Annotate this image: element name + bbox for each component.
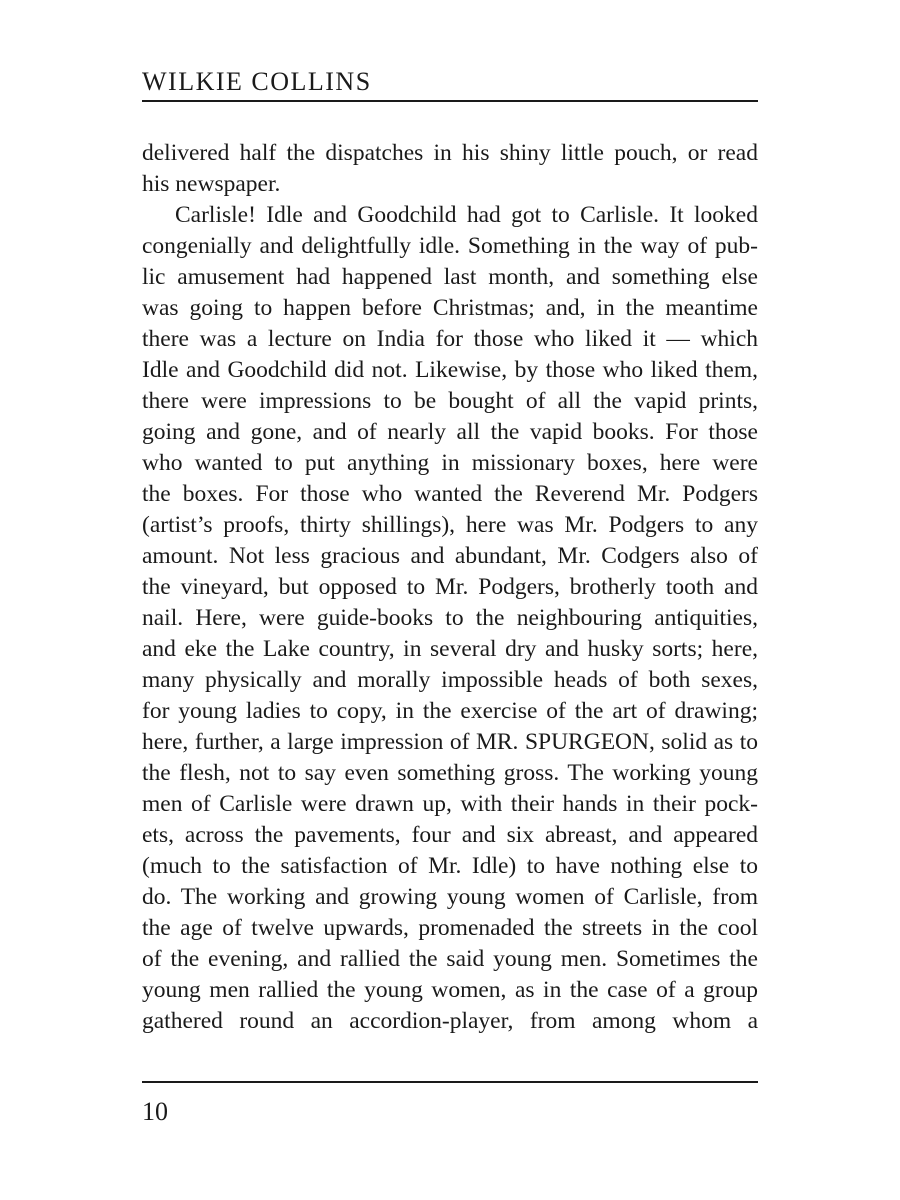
text-line: (much to the satisfaction of Mr. Idle) to have nothing else to <box>142 853 758 879</box>
text-line: his newspaper. <box>142 171 281 197</box>
text-line: ets, across the pavements, four and six abreast, and appeared <box>142 822 758 848</box>
text-line: the vineyard, but opposed to Mr. Podgers, brotherly tooth and <box>142 574 758 600</box>
text-line: the flesh, not to say even something gross. The working young <box>142 760 758 786</box>
text-line: the boxes. For those who wanted the Reverend Mr. Podgers <box>142 481 758 507</box>
text-line: delivered half the dispatches in his shiny little pouch, or read <box>142 140 758 166</box>
text-line: gathered round an accordion-player, from among whom a <box>142 1008 758 1034</box>
text-line: was going to happen before Christmas; and, in the meantime <box>142 295 758 321</box>
text-line: nail. Here, were guide-books to the neighbouring antiquities, <box>142 605 758 631</box>
text-line: men of Carlisle were drawn up, with their hands in their pock- <box>142 791 758 817</box>
text-line: do. The working and growing young women of Carlisle, from <box>142 884 758 910</box>
footer-rule <box>142 1081 758 1083</box>
text-line: for young ladies to copy, in the exercise of the art of drawing; <box>142 698 758 724</box>
header-rule <box>142 100 758 102</box>
text-line: there were impressions to be bought of all the vapid prints, <box>142 388 758 414</box>
text-line: who wanted to put anything in missionary boxes, here were <box>142 450 758 476</box>
text-line: going and gone, and of nearly all the vapid books. For those <box>142 419 758 445</box>
page-number: 10 <box>142 1097 168 1126</box>
text-line: there was a lecture on India for those who liked it — which <box>142 326 758 352</box>
text-line: Carlisle! Idle and Goodchild had got to Carlisle. It looked <box>175 202 758 228</box>
text-line: (artist’s proofs, thirty shillings), here was Mr. Podgers to any <box>142 512 758 538</box>
text-line: amount. Not less gracious and abundant, Mr. Codgers also of <box>142 543 758 569</box>
text-line: of the evening, and rallied the said young men. Sometimes the <box>142 946 758 972</box>
text-line: the age of twelve upwards, promenaded the streets in the cool <box>142 915 758 941</box>
text-line: Idle and Goodchild did not. Likewise, by those who liked them, <box>142 357 758 383</box>
text-line: lic amusement had happened last month, and something else <box>142 264 758 290</box>
running-head: WILKIE COLLINS <box>142 67 372 96</box>
text-line: many physically and morally impossible heads of both sexes, <box>142 667 758 693</box>
text-line: congenially and delightfully idle. Something in the way of pub- <box>142 233 758 259</box>
text-line: young men rallied the young women, as in the case of a group <box>142 977 758 1003</box>
text-line: here, further, a large impression of MR. SPURGEON, solid as to <box>142 729 758 755</box>
body-text <box>142 138 758 1037</box>
text-line: and eke the Lake country, in several dry and husky sorts; here, <box>142 636 758 662</box>
